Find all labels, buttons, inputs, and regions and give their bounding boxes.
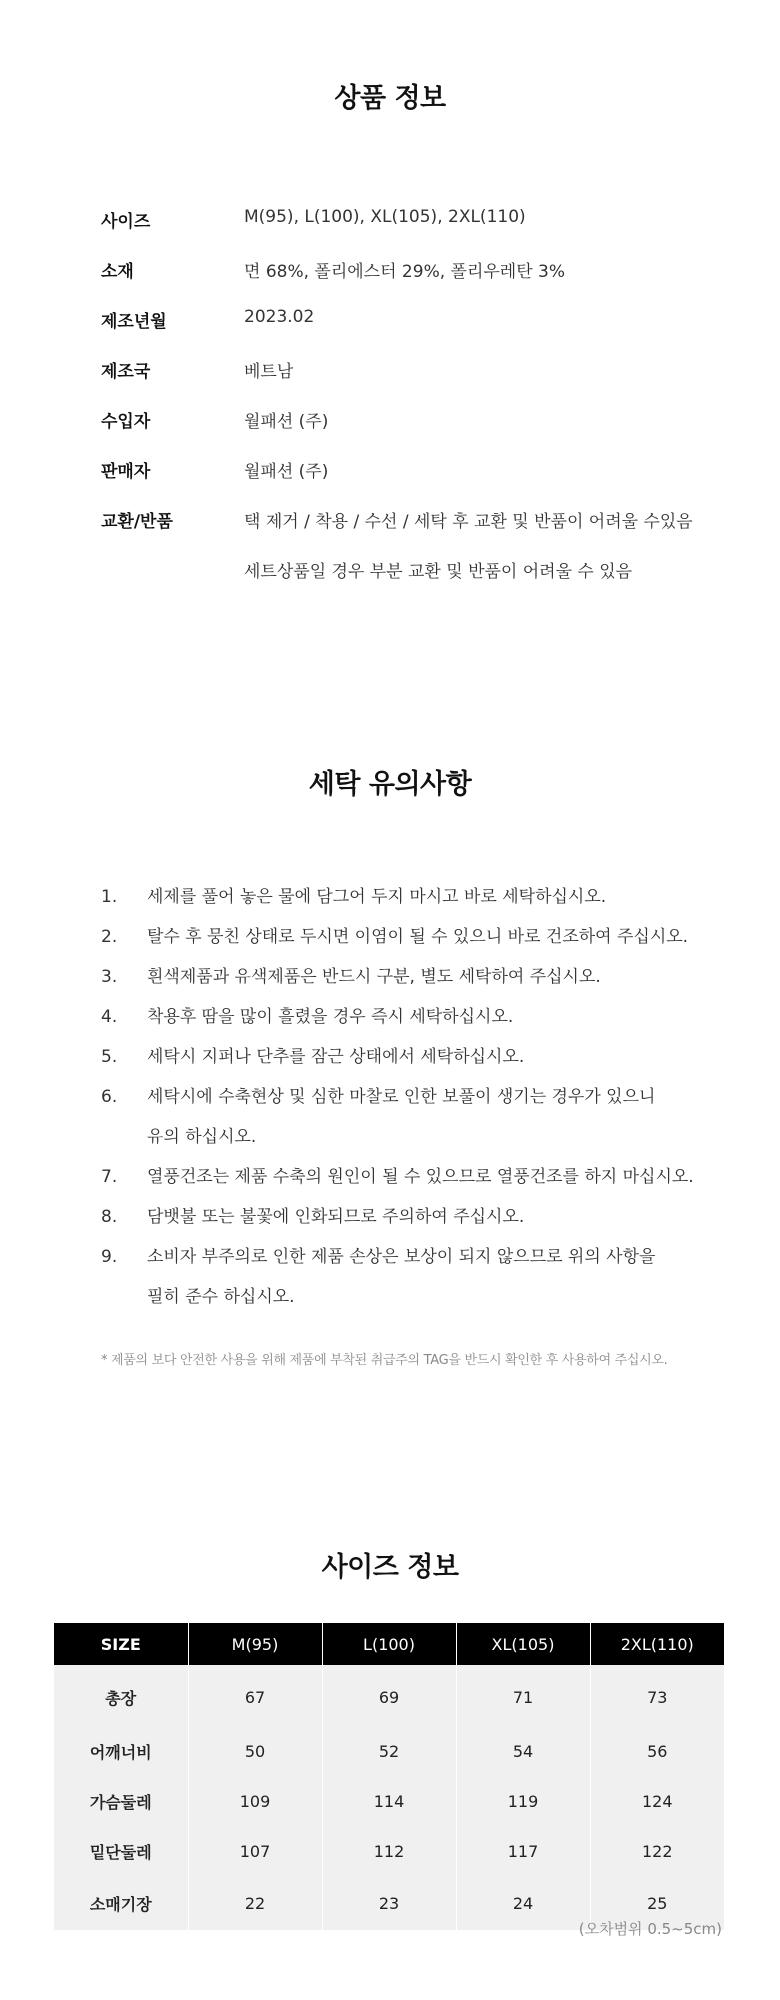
washing-item-number: 1. bbox=[101, 887, 118, 907]
info-label: 판매자 bbox=[101, 462, 151, 482]
info-label: 제조년월 bbox=[101, 312, 167, 332]
washing-item-text bbox=[147, 1197, 727, 1237]
info-label: 수입자 bbox=[101, 412, 151, 432]
size-header-cell: XL(105) bbox=[456, 1623, 590, 1665]
info-row bbox=[101, 207, 741, 237]
size-cell: 122 bbox=[590, 1826, 724, 1876]
washing-item-line: 착용후 땀을 많이 흘렸을 경우 즉시 세탁하십시오. bbox=[147, 1007, 514, 1027]
washing-item-line: 소비자 부주의로 인한 제품 손상은 보상이 되지 않으므로 위의 사항을 bbox=[147, 1247, 656, 1267]
washing-item-line: 담뱃불 또는 불꽃에 인화되므로 주의하여 주십시오. bbox=[147, 1207, 525, 1227]
product-info-title: 상품 정보 bbox=[334, 83, 446, 114]
info-value: 세트상품일 경우 부분 교환 및 반품이 어려울 수 있음 bbox=[244, 562, 633, 582]
washing-item-text bbox=[147, 877, 727, 917]
info-row bbox=[101, 307, 741, 337]
info-value: 택 제거 / 착용 / 수선 / 세탁 후 교환 및 반품이 어려울 수있음 bbox=[244, 512, 693, 532]
size-cell: 54 bbox=[456, 1726, 590, 1776]
size-row-label: 총장 bbox=[54, 1665, 188, 1726]
size-table-row bbox=[54, 1665, 724, 1726]
size-cell: 112 bbox=[322, 1826, 456, 1876]
info-row bbox=[101, 357, 741, 387]
washing-item-number: 3. bbox=[101, 967, 118, 987]
size-cell: 22 bbox=[188, 1876, 322, 1930]
size-cell: 71 bbox=[456, 1665, 590, 1726]
size-header-cell: M(95) bbox=[188, 1623, 322, 1665]
info-label: 교환/반품 bbox=[101, 512, 173, 532]
washing-item-text bbox=[147, 957, 727, 997]
washing-item-line: 유의 하십시오. bbox=[147, 1127, 257, 1147]
size-header-cell: SIZE bbox=[54, 1623, 188, 1665]
info-row bbox=[101, 557, 741, 587]
info-row bbox=[101, 507, 741, 537]
info-row bbox=[101, 257, 741, 287]
washing-item-line: 흰색제품과 유색제품은 반드시 구분, 별도 세탁하여 주십시오. bbox=[147, 967, 601, 987]
washing-item-number: 4. bbox=[101, 1007, 118, 1027]
washing-item-number: 6. bbox=[101, 1087, 118, 1107]
size-row-label: 소매기장 bbox=[54, 1876, 188, 1930]
info-row bbox=[101, 407, 741, 437]
washing-item-text bbox=[147, 1157, 727, 1197]
washing-item-line: 열풍건조는 제품 수축의 원인이 될 수 있으므로 열풍건조를 하지 마십시오. bbox=[147, 1167, 694, 1187]
size-cell: 124 bbox=[590, 1776, 724, 1826]
washing-item-line: 세탁시에 수축현상 및 심한 마찰로 인한 보풀이 생기는 경우가 있으니 bbox=[147, 1087, 656, 1107]
washing-item-text bbox=[147, 997, 727, 1037]
size-cell: 25 bbox=[590, 1876, 724, 1930]
size-table-row bbox=[54, 1726, 724, 1776]
size-cell: 73 bbox=[590, 1665, 724, 1726]
size-cell: 24 bbox=[456, 1876, 590, 1930]
size-header-cell: 2XL(110) bbox=[590, 1623, 724, 1665]
washing-item-number: 8. bbox=[101, 1207, 118, 1227]
size-row-label: 어깨너비 bbox=[54, 1726, 188, 1776]
size-table-header bbox=[54, 1623, 724, 1665]
size-cell: 67 bbox=[188, 1665, 322, 1726]
washing-title: 세탁 유의사항 bbox=[308, 769, 472, 800]
size-info-title: 사이즈 정보 bbox=[321, 1552, 459, 1583]
size-table-row bbox=[54, 1826, 724, 1876]
info-value: M(95), L(100), XL(105), 2XL(110) bbox=[244, 207, 526, 227]
info-value: 면 68%, 폴리에스터 29%, 폴리우레탄 3% bbox=[244, 262, 566, 282]
washing-item-text bbox=[147, 1237, 727, 1317]
size-cell: 23 bbox=[322, 1876, 456, 1930]
washing-item-number: 9. bbox=[101, 1247, 118, 1267]
size-row-label: 밑단둘레 bbox=[54, 1826, 188, 1876]
washing-note: * 제품의 보다 안전한 사용을 위해 제품에 부착된 취급주의 TAG을 반드시 확인한 후 사용하여 주십시오. bbox=[101, 1353, 668, 1368]
size-cell: 50 bbox=[188, 1726, 322, 1776]
size-cell: 114 bbox=[322, 1776, 456, 1826]
size-cell: 119 bbox=[456, 1776, 590, 1826]
washing-item-text bbox=[147, 1077, 727, 1157]
size-cell: 107 bbox=[188, 1826, 322, 1876]
washing-item-number: 2. bbox=[101, 927, 118, 947]
info-label: 소재 bbox=[101, 262, 134, 282]
size-header-cell: L(100) bbox=[322, 1623, 456, 1665]
info-label: 사이즈 bbox=[101, 212, 151, 232]
washing-item-text bbox=[147, 917, 727, 957]
info-value: 베트남 bbox=[244, 362, 294, 382]
info-row bbox=[101, 457, 741, 487]
size-tolerance-note: (오차범위 0.5~5cm) bbox=[578, 1920, 722, 1938]
info-label: 제조국 bbox=[101, 362, 151, 382]
washing-item-number: 5. bbox=[101, 1047, 118, 1067]
washing-item-text bbox=[147, 1037, 727, 1077]
washing-item-number: 7. bbox=[101, 1167, 118, 1187]
size-cell: 56 bbox=[590, 1726, 724, 1776]
info-value: 월패션 (주) bbox=[244, 462, 329, 482]
info-value: 월패션 (주) bbox=[244, 412, 329, 432]
size-row-label: 가슴둘레 bbox=[54, 1776, 188, 1826]
size-table bbox=[54, 1623, 724, 1930]
washing-item-line: 필히 준수 하십시오. bbox=[147, 1287, 295, 1307]
washing-item-line: 탈수 후 뭉친 상태로 두시면 이염이 될 수 있으니 바로 건조하여 주십시오. bbox=[147, 927, 689, 947]
size-cell: 117 bbox=[456, 1826, 590, 1876]
size-cell: 69 bbox=[322, 1665, 456, 1726]
size-table-row bbox=[54, 1776, 724, 1826]
washing-item-line: 세탁시 지퍼나 단추를 잠근 상태에서 세탁하십시오. bbox=[147, 1047, 525, 1067]
washing-item-line: 세제를 풀어 놓은 물에 담그어 두지 마시고 바로 세탁하십시오. bbox=[147, 887, 607, 907]
info-value: 2023.02 bbox=[244, 307, 315, 327]
size-cell: 52 bbox=[322, 1726, 456, 1776]
size-cell: 109 bbox=[188, 1776, 322, 1826]
